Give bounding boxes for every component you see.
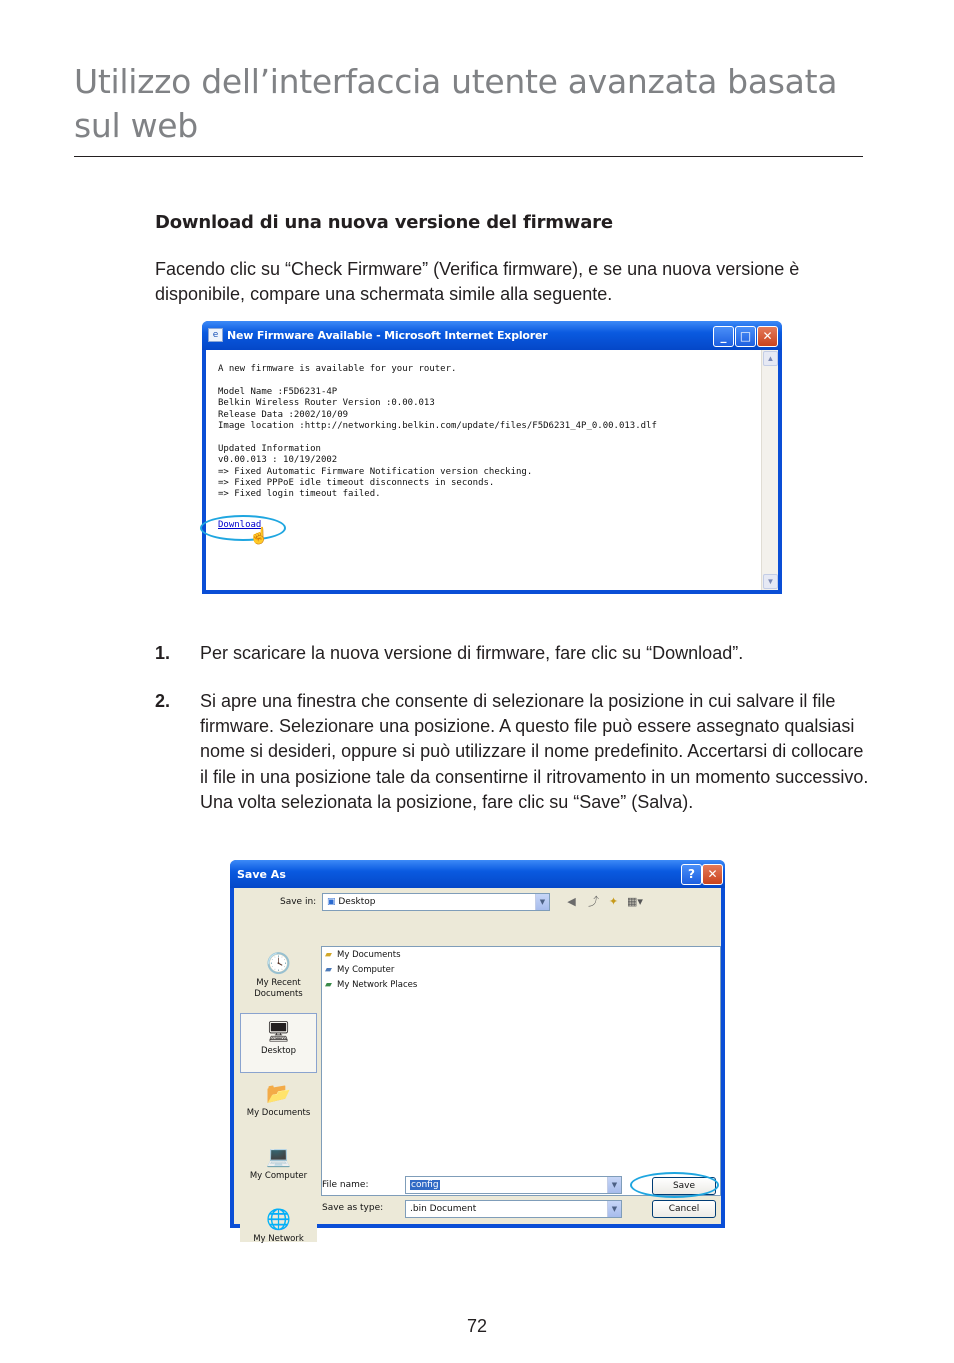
place-my-computer[interactable] xyxy=(240,1139,317,1197)
help-button[interactable]: ? xyxy=(681,864,702,885)
list-item-label: My Computer xyxy=(337,965,395,975)
desktop-icon: 🖥 xyxy=(265,1021,292,1043)
place-label: My Network xyxy=(253,1234,304,1244)
step-text: Per scaricare la nuova versione di firmware, fare clic su “Download”. xyxy=(200,643,744,663)
title-divider xyxy=(74,156,863,157)
place-my-network[interactable] xyxy=(240,1202,317,1242)
download-highlight-ring xyxy=(200,515,286,541)
save-in-label: Save in: xyxy=(280,897,317,907)
save-button[interactable]: Save xyxy=(652,1177,716,1195)
cancel-button[interactable]: Cancel xyxy=(652,1200,716,1218)
ie-window-screenshot xyxy=(202,321,782,594)
view-menu-icon[interactable]: ▦▾ xyxy=(627,896,643,908)
ie-titlebar xyxy=(202,321,782,350)
recent-documents-icon: 🕓 xyxy=(266,953,291,975)
save-in-value: Desktop xyxy=(338,897,376,907)
scroll-down-icon[interactable]: ▼ xyxy=(763,574,778,589)
save-as-type-value: .bin Document xyxy=(410,1204,477,1214)
network-icon: ▰ xyxy=(325,980,332,990)
download-link[interactable]: Download xyxy=(218,520,262,530)
place-label: My Computer xyxy=(249,1171,308,1181)
list-item[interactable] xyxy=(325,980,417,990)
place-label: My Recent xyxy=(256,978,301,988)
my-documents-icon: 📂 xyxy=(266,1083,291,1105)
list-item-label: My Network Places xyxy=(337,980,418,990)
firmware-info-text: A new firmware is available for your router. Model Name :F5D6231-4P Belkin Wireless Router Version :0.00.013 Release Data :2002/10/09 Image location :http://networking.belkin.com/update/files/F5D6231_4P_0.00.013.dlf Updated Information v0.00.013 : 10/19/2002 => Fixed Automatic Firmware Notification version checking. => Fixed PPPoE idle timeout disconnects in seconds. => Fixed login timeout failed. xyxy=(218,364,657,500)
place-my-documents[interactable] xyxy=(240,1076,317,1134)
save-in-dropdown[interactable] xyxy=(322,893,550,911)
maximize-button[interactable]: □ xyxy=(735,326,756,347)
place-recent[interactable] xyxy=(240,946,317,1004)
chevron-down-icon[interactable]: ▼ xyxy=(607,1177,621,1193)
chevron-down-icon[interactable]: ▼ xyxy=(535,894,549,910)
scroll-up-icon[interactable]: ▲ xyxy=(763,351,778,366)
file-name-label: File name: xyxy=(322,1180,369,1190)
step-number: 2. xyxy=(155,691,171,711)
desktop-small-icon: ▣ xyxy=(327,897,339,907)
save-as-type-dropdown[interactable] xyxy=(405,1200,622,1218)
page-title: Utilizzo dell’interfaccia utente avanzata basata sul web xyxy=(74,62,838,145)
computer-icon: ▰ xyxy=(325,965,332,975)
file-name-value: config xyxy=(411,1180,439,1190)
step-number: 1. xyxy=(155,643,171,663)
back-icon[interactable]: ◀ xyxy=(567,896,576,908)
save-as-type-label: Save as type: xyxy=(322,1203,384,1213)
save-as-title: Save As xyxy=(237,868,286,881)
ie-scrollbar[interactable] xyxy=(761,350,778,590)
save-as-titlebar xyxy=(230,860,725,888)
place-label: Desktop xyxy=(260,1046,297,1056)
hand-cursor-icon: ☝ xyxy=(249,528,269,545)
place-label: My Documents xyxy=(246,1108,311,1118)
ie-window-title: New Firmware Available - Microsoft Internet Explorer xyxy=(227,329,548,342)
save-as-dialog-screenshot xyxy=(230,860,725,1244)
my-network-icon: 🌐 xyxy=(266,1209,291,1231)
folder-icon: ▰ xyxy=(325,950,332,960)
intro-paragraph: Facendo clic su “Check Firmware” (Verifica firmware), e se una nuova versione è disponibile, compare una schermata simile alla seguente. xyxy=(155,259,800,304)
my-computer-icon: 💻 xyxy=(266,1146,291,1168)
list-item[interactable] xyxy=(325,965,394,975)
close-button[interactable]: ✕ xyxy=(757,326,778,347)
save-highlight-ring xyxy=(630,1172,719,1198)
list-item-label: My Documents xyxy=(337,950,401,960)
chevron-down-icon[interactable]: ▼ xyxy=(607,1201,621,1217)
place-desktop[interactable] xyxy=(240,1013,317,1073)
ie-content-area xyxy=(206,350,778,590)
minimize-button[interactable]: _ xyxy=(713,326,734,347)
file-name-input[interactable] xyxy=(405,1176,622,1194)
place-label: Documents xyxy=(254,989,303,999)
ie-page-icon: e xyxy=(208,328,223,342)
save-as-body xyxy=(234,888,721,1244)
list-item[interactable] xyxy=(325,950,401,960)
places-bar xyxy=(240,946,317,1242)
page-number: 72 xyxy=(466,1316,488,1336)
dialog-close-button[interactable]: ✕ xyxy=(702,864,723,885)
up-folder-icon[interactable]: ⤴ xyxy=(588,896,599,908)
step-text: Si apre una finestra che consente di selezionare la posizione in cui salvare il file firmware. Selezionare una posizione. A questo file può essere assegnato qualsiasi nome si desideri, oppure si può utilizzare il nome predefinito. Accertarsi di collocare il file in una posizione tale da consentirne il ritrovamento in un momento successivo. Una volta selezionata la posizione, fare clic su “Save” (Salva). xyxy=(200,691,869,812)
new-folder-icon[interactable]: ✦ xyxy=(608,896,619,908)
file-list[interactable] xyxy=(321,946,721,1196)
section-heading: Download di una nuova versione del firmware xyxy=(155,212,613,233)
